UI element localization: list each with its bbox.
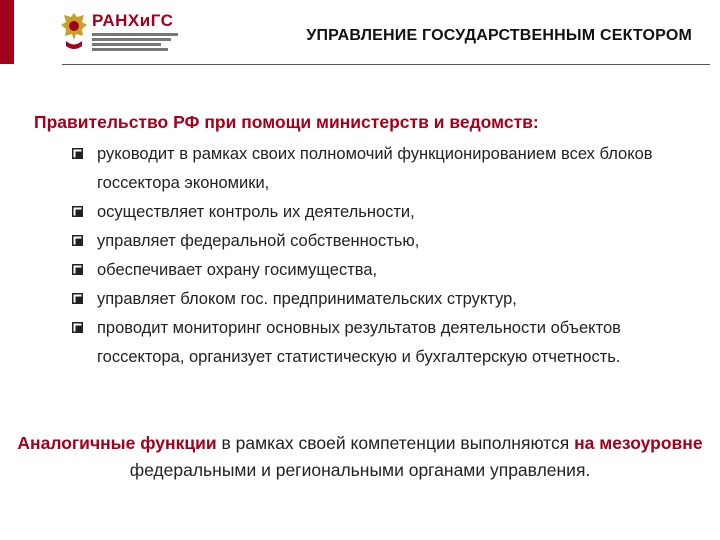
ranepa-logo [60,10,180,52]
header-title: УПРАВЛЕНИЕ ГОСУДАРСТВЕННЫМ СЕКТОРОМ [306,27,692,44]
list-item [72,198,692,227]
list-item-text: руководит в рамках своих полномочий функционированием всех блоков госсектора экономики, [97,145,653,192]
checkbox-bullet-icon [72,322,83,333]
list-item [72,285,692,314]
list-item-text: управляет блоком гос. предпринимательских структур, [97,290,517,308]
list-item-text: обеспечивает охрану госимущества, [97,261,378,279]
accent-side-bar [0,0,14,64]
section-heading: Правительство РФ при помощи министерств и ведомств: [34,112,539,132]
logo-name: РАНХиГС [92,11,174,30]
list-item [72,140,692,198]
footer-highlight-functions: Аналогичные функции [17,433,217,453]
list-item [72,227,692,256]
checkbox-bullet-icon [72,235,83,246]
eagle-emblem-icon [60,10,88,52]
checkbox-bullet-icon [72,264,83,275]
list-item [72,256,692,285]
checkbox-bullet-icon [72,148,83,159]
list-item [72,314,692,372]
checkbox-bullet-icon [72,206,83,217]
list-item-text: осуществляет контроль их деятельности, [97,203,415,221]
list-item-text: управляет федеральной собственностью, [97,232,420,250]
list-item-text: проводит мониторинг основных результатов деятельности объектов госсектора, организует статистическую и бухгалтерскую отчетность. [97,319,621,366]
footer-note [0,430,720,484]
logo-subtitle-lines [92,33,178,53]
checkbox-bullet-icon [72,293,83,304]
function-list [72,140,692,372]
header-divider [62,64,710,65]
footer-highlight-level: на мезоуровне [574,433,703,453]
footer-text: в рамках своей компетенции выполняются [216,433,575,453]
footer-text-end: федеральными и региональными органами управления. [129,460,591,480]
